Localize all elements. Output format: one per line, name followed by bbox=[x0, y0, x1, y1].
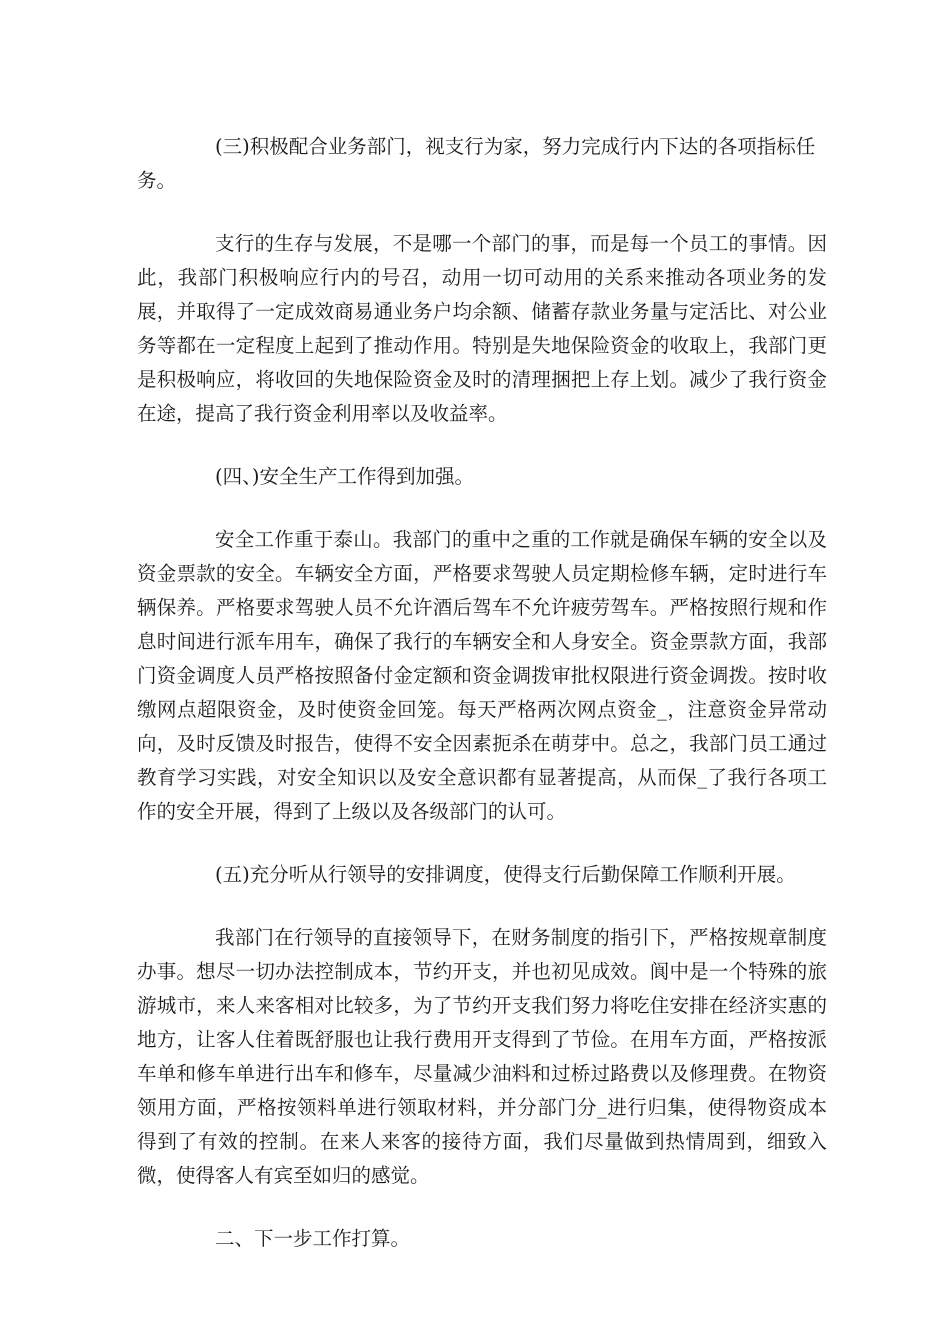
section-heading-next-plan: 二、下一步工作打算。 bbox=[215, 1227, 411, 1250]
body-paragraph-4: 安全工作重于泰山。我部门的重中之重的工作就是确保车辆的安全以及资金票款的安全。车辆安全方面，严格要求驾驶人员定期检修车辆，定时进行车辆保养。严格要求驾驶人员不允许酒后驾车不允许疲劳驾车。严格按照行规和作息时间进行派车用车，确保了我行的车辆安全和人身安全。资金票款方面，我部门资金调度人员严格按照备付金定额和资金调拨审批权限进行资金调拨。按时收缴网点超限资金，及时使资金回笼。每天严格两次网点资金_，注意资金异常动向，及时反馈及时报告，使得不安全因素扼杀在萌芽中。总之，我部门员工通过教育学习实践，对安全知识以及安全意识都有显著提高，从而保_了我行各项工作的安全开展，得到了上级以及各级部门的认可。 bbox=[137, 528, 827, 823]
body-paragraph-3: 支行的生存与发展，不是哪一个部门的事，而是每一个员工的事情。因此，我部门积极响应行内的号召，动用一切可动用的关系来推动各项业务的发展，并取得了一定成效商易通业务户均余额、储蓄存款业务量与定活比、对公业务等都在一定程度上起到了推动作用。特别是失地保险资金的收取上，我部门更是积极响应，将收回的失地保险资金及时的清理捆把上存上划。减少了我行资金在途，提高了我行资金利用率以及收益率。 bbox=[137, 232, 827, 425]
section-heading-3: (三)积极配合业务部门，视支行为家，努力完成行内下达的各项指标任务。 bbox=[137, 135, 816, 192]
body-paragraph-5: 我部门在行领导的直接领导下，在财务制度的指引下，严格按规章制度办事。想尽一切办法控制成本，节约开支，并也初见成效。阆中是一个特殊的旅游城市，来人来客相对比较多，为了节约开支我们努力将吃住安排在经济实惠的地方，让客人住着既舒服也让我行费用开支得到了节俭。在用车方面，严格按派车单和修车单进行出车和修车，尽量减少油料和过桥过路费以及修理费。在物资领用方面，严格按领料单进行领取材料，并分部门分_进行归集，使得物资成本得到了有效的控制。在来人来客的接待方面，我们尽量做到热情周到，细致入微，使得客人有宾至如归的感觉。 bbox=[137, 926, 827, 1187]
document-body bbox=[137, 130, 827, 1285]
section-heading-5: (五)充分听从行领导的安排调度，使得支行后勤保障工作顺利开展。 bbox=[215, 863, 796, 886]
section-heading-4: (四、)安全生产工作得到加强。 bbox=[215, 465, 474, 488]
